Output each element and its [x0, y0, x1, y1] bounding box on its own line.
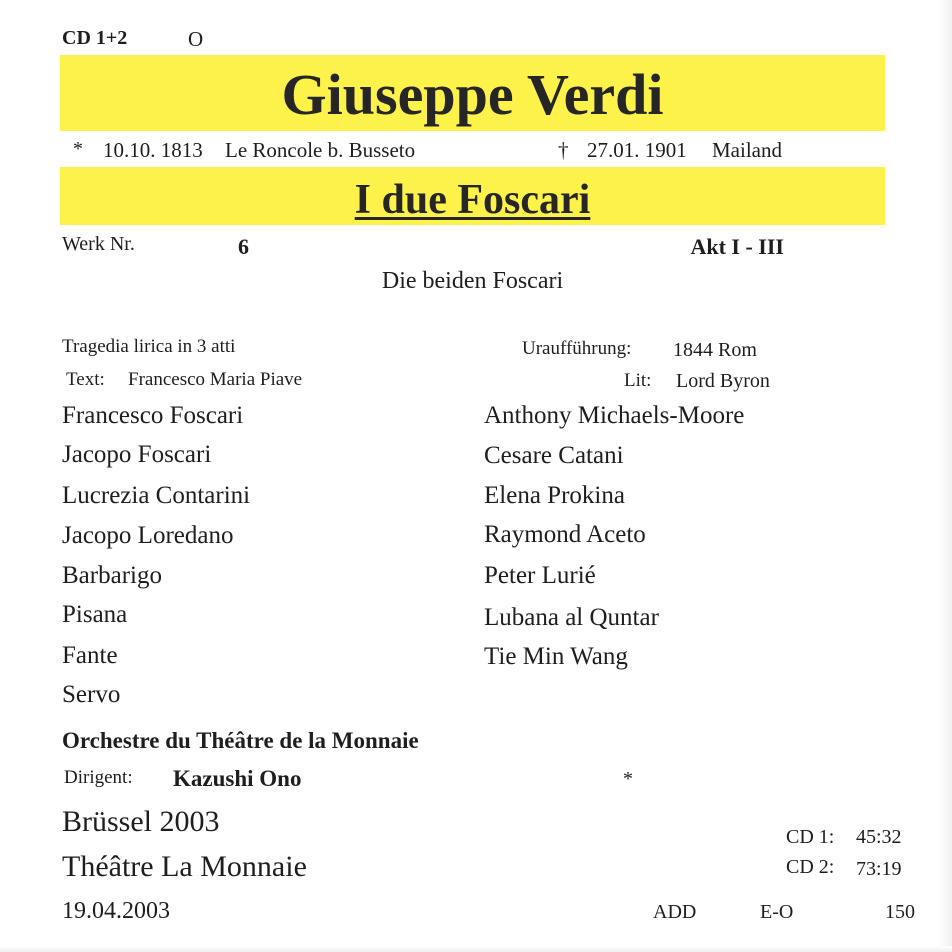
death-place: Mailand — [712, 138, 782, 162]
work-label: Werk Nr. — [62, 233, 135, 255]
death-date: 27.01. 1901 — [587, 138, 687, 162]
marker: O — [188, 27, 204, 51]
opera-title: I due Foscari — [354, 177, 591, 223]
birth-symbol: * — [73, 138, 83, 160]
singer-name: Elena Prokina — [484, 482, 625, 509]
singer-name: Lubana al Quntar — [484, 604, 659, 631]
composer-name: Giuseppe Verdi — [281, 62, 664, 127]
premiere-value: 1844 Rom — [673, 339, 757, 361]
singer-name: Anthony Michaels-Moore — [484, 402, 745, 429]
cd1-duration: 45:32 — [856, 826, 902, 848]
role-name: Jacopo Foscari — [62, 441, 212, 468]
singer-name: Tie Min Wang — [484, 643, 628, 670]
orchestra: Orchestre du Théâtre de la Monnaie — [62, 728, 419, 753]
venue: Théâtre La Monnaie — [62, 850, 307, 883]
birth-date: 10.10. 1813 — [103, 138, 203, 162]
recording-type: ADD — [653, 901, 697, 923]
cd-label: CD 1+2 — [62, 27, 128, 49]
recording-date: 19.04.2003 — [62, 898, 170, 924]
role-name: Jacopo Loredano — [62, 522, 234, 549]
lit-label: Lit: — [624, 370, 652, 391]
conductor-label: Dirigent: — [64, 767, 133, 788]
opera-subtitle: Die beiden Foscari — [381, 268, 564, 294]
singer-name: Peter Lurié — [484, 562, 596, 589]
cd2-label: CD 2: — [786, 856, 835, 878]
city-year: Brüssel 2003 — [62, 805, 220, 838]
role-name: Barbarigo — [62, 562, 162, 589]
text-label: Text: — [66, 369, 105, 390]
acts: Akt I - III — [690, 234, 784, 259]
role-name: Pisana — [62, 601, 128, 628]
conductor-name: Kazushi Ono — [173, 766, 302, 791]
genre: Tragedia lirica in 3 atti — [62, 336, 236, 357]
role-name: Lucrezia Contarini — [62, 482, 251, 509]
asterisk-mark: * — [623, 768, 633, 790]
cd2-duration: 73:19 — [856, 858, 902, 880]
singer-name: Cesare Catani — [484, 442, 624, 469]
catalog-number: 150 — [885, 901, 915, 923]
cd1-label: CD 1: — [786, 826, 835, 848]
premiere-label: Uraufführung: — [522, 338, 632, 359]
singer-name: Raymond Aceto — [484, 521, 646, 548]
role-name: Fante — [62, 642, 118, 669]
librettist: Francesco Maria Piave — [128, 369, 303, 390]
scan-edge-bottom — [0, 946, 952, 952]
work-number: 6 — [238, 234, 249, 259]
death-symbol: † — [558, 138, 569, 162]
role-name: Servo — [62, 681, 121, 708]
scan-edge-right — [938, 0, 952, 952]
literary-source: Lord Byron — [676, 370, 770, 392]
code: E-O — [760, 901, 794, 923]
role-name: Francesco Foscari — [62, 402, 244, 429]
birth-place: Le Roncole b. Busseto — [225, 138, 416, 162]
